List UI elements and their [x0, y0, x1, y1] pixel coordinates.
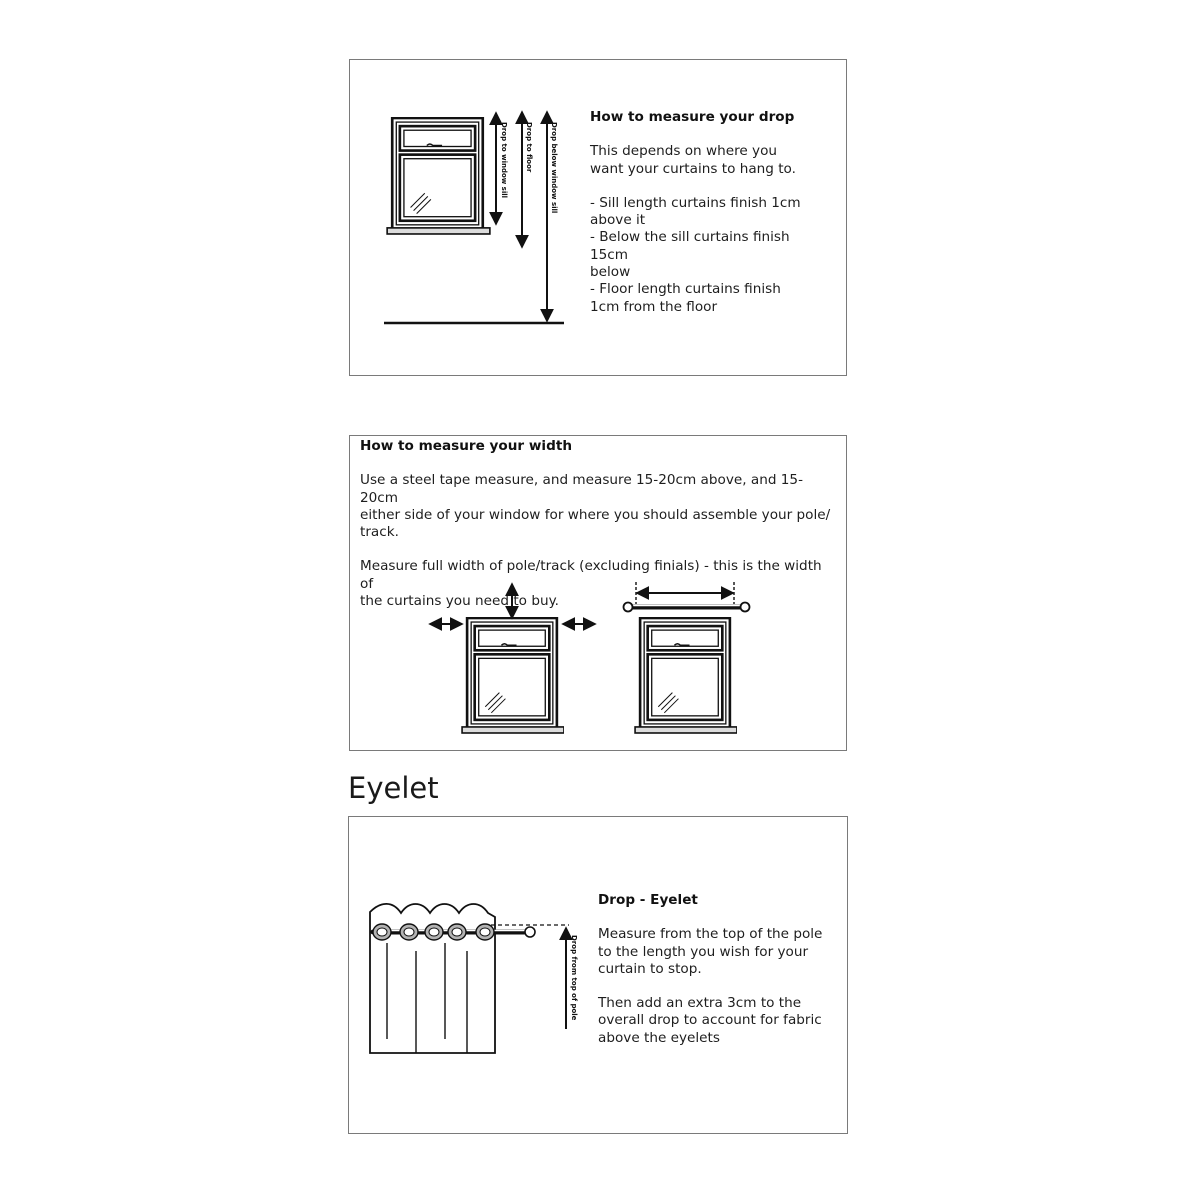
- drop-bullet-list: - Sill length curtains finish 1cm above it - Below the sill curtains finish 15cm below - Floor length curtains finish 1cm from the floor: [590, 194, 801, 315]
- width-measure-panel: [349, 435, 847, 751]
- eyelet-ring-icon: [476, 924, 494, 940]
- drop-to-floor-label: Drop to floor: [525, 122, 533, 173]
- finial-icon: [525, 927, 535, 937]
- drop-to-window-sill-label: Drop to window sill: [500, 122, 508, 199]
- drop-measure-panel: [349, 59, 847, 376]
- eyelet-paragraph-2: Then add an extra 3cm to the overall drop to account for fabric above the eyelets: [598, 995, 822, 1046]
- drop-intro: This depends on where you want your curtains to hang to.: [590, 143, 796, 177]
- right-finial-icon: [741, 603, 750, 612]
- window-icon: [387, 118, 490, 234]
- eyelet-ring-icon: [400, 924, 418, 940]
- section-title-eyelet: Eyelet: [348, 771, 439, 805]
- drop-from-top-of-pole-label: Drop from top of pole: [570, 935, 578, 1021]
- width-title: How to measure your width: [360, 438, 572, 454]
- drop-below-window-sill-label: Drop below window sill: [550, 122, 558, 214]
- eyelet-ring-icon: [448, 924, 466, 940]
- eyelet-paragraph-1: Measure from the top of the pole to the length you wish for your curtain to stop.: [598, 926, 823, 977]
- eyelet-drop-title: Drop - Eyelet: [598, 892, 698, 908]
- drop-diagram: [350, 60, 580, 360]
- width-diagram: [350, 576, 846, 736]
- width-paragraph-2: Measure full width of pole/track (excluding finials) - this is the width of the curtains you need to buy.: [360, 558, 822, 610]
- eyelet-drop-panel: [348, 816, 848, 1134]
- window-icon: [462, 618, 564, 733]
- drop-instructions: [590, 109, 830, 316]
- eyelet-ring-icon: [373, 924, 391, 940]
- left-finial-icon: [624, 603, 633, 612]
- width-paragraph-1: Use a steel tape measure, and measure 15-20cm above, and 15-20cm either side of your window for where you should assemble your pole/ track.: [360, 472, 831, 541]
- eyelet-diagram: [349, 817, 589, 1117]
- eyelet-instructions: [598, 892, 838, 1047]
- drop-title: How to measure your drop: [590, 109, 795, 125]
- eyelet-ring-icon: [425, 924, 443, 940]
- window-icon: [635, 618, 737, 733]
